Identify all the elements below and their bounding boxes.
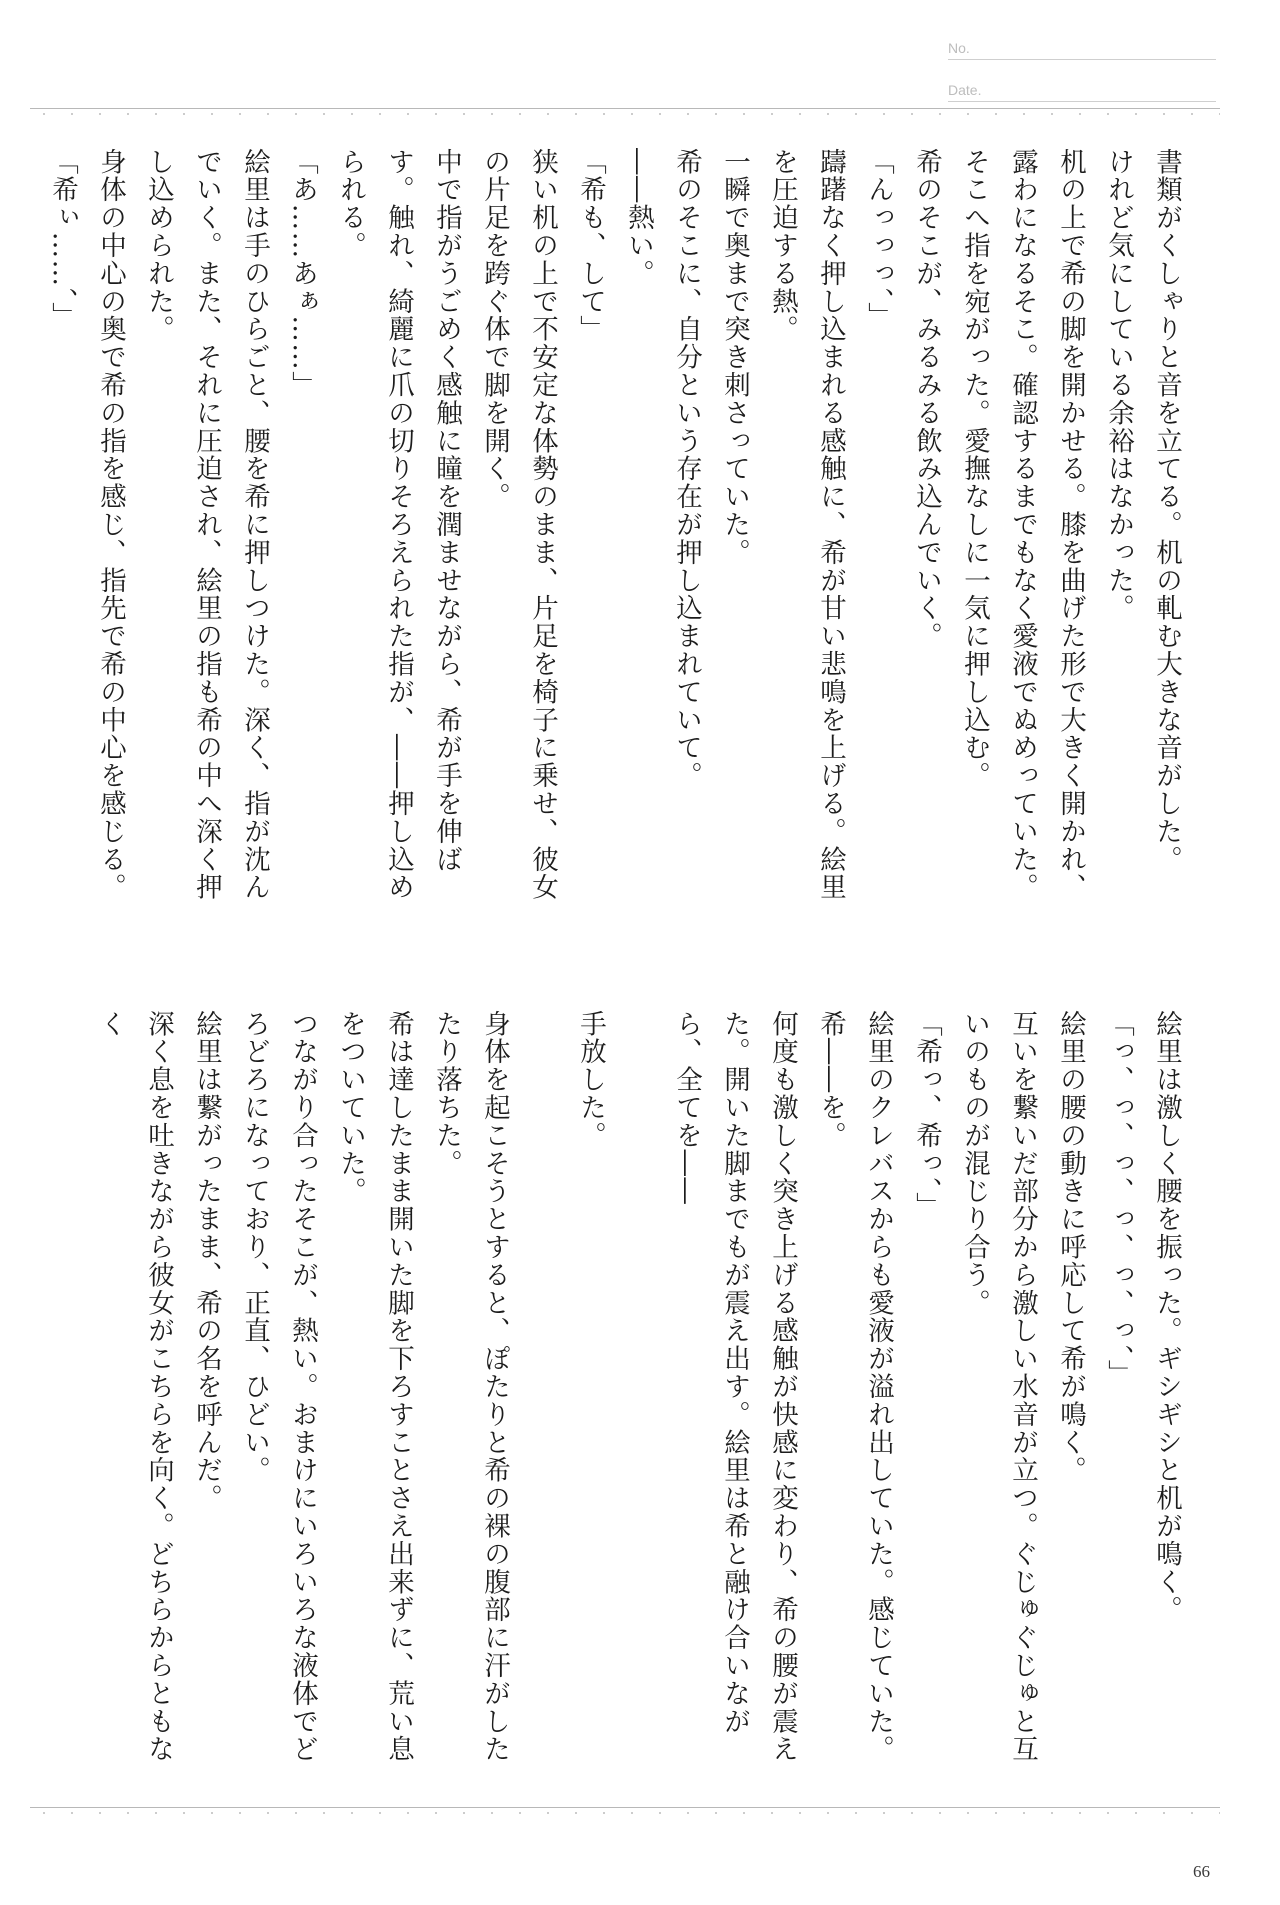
body-paragraph: 互いを繋いだ部分から激しい水音が立つ。ぐじゅぐじゅと互いのものが混じり合う。 (959, 1010, 1038, 1764)
body-paragraph: 希のそこに、自分という存在が押し込まれていて。 (671, 148, 702, 790)
body-paragraph: 身体の中心の奥で希の指を感じ、指先で希の中心を感じる。 (95, 148, 126, 902)
body-paragraph: 何度も激しく突き上げる感触が快感に変わり、希の腰が震えた。開いた脚までもが震え出す。絵里は希と融け合いながら、全てを―― (671, 1010, 798, 1764)
body-paragraph: 「あ……あぁ……」 (287, 148, 318, 400)
body-paragraph: 躊躇なく押し込まれる感触に、希が甘い悲鳴を上げる。絵里を圧迫する熱。 (767, 148, 846, 902)
body-paragraph (518, 1010, 566, 1790)
bottom-rule-divider (30, 1807, 1220, 1808)
body-paragraph: つながり合ったそこが、熱い。おまけにいろいろな液体でどろどろになっており、正直、ひどい。 (239, 1010, 318, 1764)
body-paragraph (614, 1010, 662, 1790)
body-paragraph: 絵里のクレバスからも愛液が溢れ出していた。感じていた。希――を。 (815, 1010, 894, 1764)
body-paragraph: 「希も、して」 (575, 148, 606, 344)
body-paragraph: 中で指がうごめく感触に瞳を潤ませながら、希が手を伸ばす。触れ、綺麗に爪の切りそろえられた指が、――押し込められる。 (335, 148, 462, 902)
body-paragraph: 希は達したまま開いた脚を下ろすことさえ出来ずに、荒い息をついていた。 (335, 1010, 414, 1764)
body-paragraph: 希のそこが、みるみる飲み込んでいく。 (911, 148, 942, 651)
body-paragraph: 「希っ、希っ、」 (911, 1010, 942, 1220)
lower-text-block (60, 1010, 1190, 1790)
body-paragraph: 「っ、っ、っ、っ、っ、っ、」 (1103, 1010, 1134, 1388)
body-paragraph: 絵里は手のひらごと、腰を希に押しつけた。深く、指が沈んでいく。また、それに圧迫され、絵里の指も希の中へ深く押し込められた。 (143, 148, 270, 902)
body-paragraph: 「んっっっ、」 (863, 148, 894, 331)
upper-text-block (47, 148, 1190, 928)
body-paragraph: 狭い机の上で不安定な体勢のまま、片足を椅子に乗せ、彼女の片足を跨ぐ体で脚を開く。 (479, 148, 558, 902)
body-paragraph: 絵里は激しく腰を振った。ギシギシと机が鳴く。 (1151, 1010, 1182, 1624)
top-rule-divider (30, 108, 1220, 109)
body-paragraph: 絵里の腰の動きに呼応して希が鳴く。 (1055, 1010, 1086, 1485)
body-paragraph: 手放した。 (575, 1010, 606, 1150)
body-paragraph: 深く息を吐きながら彼女がこちらを向く。どちらからともなく (95, 1010, 174, 1764)
body-paragraph: 一瞬で奥まで突き刺さっていた。 (719, 148, 750, 567)
body-paragraph: 「希ぃ……、」 (47, 148, 78, 331)
note-number-label: No. (948, 40, 1216, 60)
body-paragraph: けれど気にしている余裕はなかった。 (1103, 148, 1134, 623)
note-date-label: Date. (948, 82, 1216, 102)
body-paragraph: 机の上で希の脚を開かせる。膝を曲げた形で大きく開かれ、露わになるそこ。確認するまでもなく愛液でぬめっていた。 (1007, 148, 1086, 902)
body-paragraph: 絵里は繋がったまま、希の名を呼んだ。 (191, 1010, 222, 1513)
page-number: 66 (1193, 1862, 1210, 1881)
body-paragraph: ――熱い。 (623, 148, 654, 288)
body-paragraph: 書類がくしゃりと音を立てる。机の軋む大きな音がした。 (1151, 148, 1182, 874)
body-paragraph: そこへ指を宛がった。愛撫なしに一気に押し込む。 (959, 148, 990, 790)
body-paragraph: 身体を起こそうとすると、ぽたりと希の裸の腹部に汗がしたたり落ちた。 (431, 1010, 510, 1764)
